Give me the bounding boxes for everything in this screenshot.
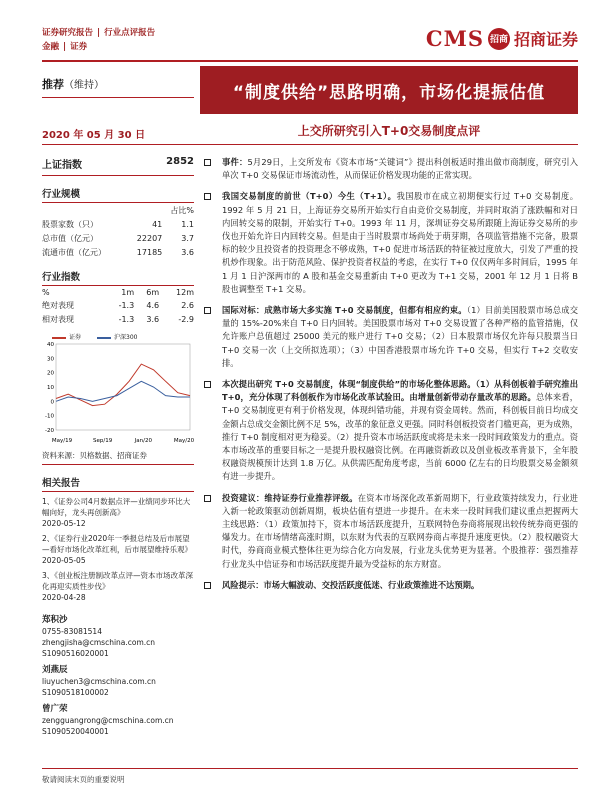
chart-frame (56, 344, 190, 430)
cell: 17185 (136, 247, 163, 257)
bullet-icon (204, 307, 211, 314)
related-text: 3、《创业板注册制改革点评—资本市场改革深化再迎实质性步伐》 (42, 571, 194, 591)
cell: 绝对表现 (42, 300, 74, 310)
footer-note: 敬请阅读末页的重要说明 (42, 775, 125, 784)
legend-label: 证券 (69, 334, 82, 341)
trend-title: 行业指数 (42, 269, 194, 286)
x-tick-label: May/19 (51, 438, 73, 444)
header-divider (42, 60, 578, 62)
y-tick-label: -20 (45, 428, 54, 434)
sidebar (42, 150, 194, 737)
report-type-block: 证券研究报告 | 行业点评报告 金融 | 证券 (42, 28, 156, 52)
rating-divider (42, 97, 194, 98)
para-text: 在资本市场深化改革新周期下，行业政策持续发力，行业进入新一轮政策驱动创新周期，板块估值有望进一步提升。在未来一段时间我们建议重点把握两大主线思路：（1）政策加持下，资本市场活跃度提升，互联网特色券商将展现出较传统券商更强的爆发力。在市场情绪高涨时期，以东财为代表的互联网券商占率提升速度更快。（2）股权融资大时代，券商商业模式整体往更为综合化方向发展，行业龙头优势更为显著。个股推荐：强烈推荐行业龙头中信证券和市场活跃度提升最为受益标的东方财富。 (222, 492, 578, 569)
cell: 6m (146, 287, 160, 297)
legend-item (52, 332, 81, 341)
cell: 12m (176, 287, 194, 297)
related-title: 相关报告 (42, 475, 194, 492)
analyst-email[interactable]: zengguangrong@cmschina.com.cn (42, 716, 174, 725)
sector-sub: 证券 (70, 42, 88, 52)
analyst (42, 665, 194, 698)
para-lead: 投资建议：维持证券行业推荐评级。 (222, 492, 358, 503)
related-date: 2020-05-12 (42, 519, 86, 528)
subtitle-divider (42, 144, 578, 145)
y-tick-label: 0 (50, 399, 54, 406)
related-date: 2020-05-05 (42, 556, 86, 565)
bullet-icon (204, 159, 211, 166)
cell: 4.6 (146, 300, 160, 310)
trend-table (42, 286, 194, 326)
index-value: 2852 (166, 156, 194, 167)
y-tick-label: 20 (47, 370, 54, 377)
report-title-banner: “制度供给”思路明确，市场化提振估值 (200, 66, 578, 114)
cell: 22207 (136, 233, 163, 243)
cell: 相对表现 (42, 314, 74, 324)
body-paragraph (202, 304, 578, 370)
para-lead: 本次提出研究 T+0 交易制度，体现“制度供给”的市场化整体思路。（1）从科创板着手研究推出 T+0，充分体现了科创板作为市场化改革试验田。由增量创新带动存量改革的思路。 (222, 379, 578, 403)
chart-svg (42, 330, 194, 448)
para-text: 5月29日，上交所发布《资本市场“关键词”》提出科创板适时推出做市商制度，研究引入单次 T+0 交易保证市场流动性，从而保证价格发现功能的正常实现。 (222, 157, 578, 181)
table-row (42, 312, 194, 326)
table-row (42, 231, 194, 245)
analyst (42, 704, 194, 737)
para-lead: 事件： (222, 157, 248, 167)
analyst-cert: S1090516020001 (42, 649, 109, 658)
cell: -1.3 (118, 300, 135, 310)
related-report-link[interactable] (42, 570, 194, 603)
legend-label: 沪深300 (114, 334, 138, 341)
cell: 1.1 (181, 219, 194, 229)
index-chart (42, 330, 194, 448)
related-reports (42, 475, 194, 603)
y-tick-label: 10 (47, 385, 54, 391)
index-row (42, 150, 194, 176)
analyst-cert: S1090520040001 (42, 727, 109, 736)
para-text: （1）目前美国股票市场总成交量的 15%-20%来自 T+0 日内回转。美国股票市场对 T+0 交易设置了各种严格的监管措施，仅允许账户总值超过 25000 美元的账户进行 T+0 交易；（2）日本股票市场仅允许每只股票当日 T+0 交易一次（上交所拟选项）；（3）中国香港股票市场允许 T+0 交易，但实行 T+2 交收安排。 (222, 305, 578, 368)
body-paragraph (202, 579, 578, 592)
x-tick-label: Sep/19 (93, 438, 113, 444)
related-text: 1、《证券公司4月数据点评—业绩同步环比大幅向好，龙头再创新高》 (42, 497, 191, 517)
report-type: 证券研究报告 (42, 28, 94, 38)
cell: 1m (121, 287, 135, 297)
analyst (42, 615, 194, 659)
body-paragraph (202, 190, 578, 296)
logo-text: CMS (425, 26, 484, 51)
y-tick-label: 40 (47, 342, 54, 348)
para-lead: 我国交易制度的前世（T+0）今生（T+1）。 (222, 191, 397, 202)
analyst-name: 郑积沙 (42, 615, 68, 625)
cell: 3.7 (181, 233, 194, 243)
para-lead: 国际对标：成熟市场大多实施 T+0 交易制度，但都有相应约束。 (222, 305, 467, 316)
related-text: 2、《证券行业2020年一季报总结及后市展望—看好市场化改革红利，后市展望维持乐观》 (42, 534, 192, 554)
report-subtype: 行业点评报告 (104, 28, 156, 38)
sector: 金融 (42, 42, 60, 52)
cell: 3.6 (146, 314, 160, 324)
logo-cn: 招商证券 (513, 30, 578, 49)
rating-sub: （维持） (64, 80, 104, 91)
scale-table (42, 203, 194, 259)
logo-seal-icon: 招商 (488, 28, 510, 50)
x-tick-label: May/20 (173, 438, 194, 444)
analyst-cert: S1090518100002 (42, 688, 109, 697)
rating-label: 推荐 (42, 78, 64, 91)
company-logo (426, 26, 578, 51)
analyst-email[interactable]: liuyuchen3@cmschina.com.cn (42, 677, 156, 686)
chart-source: 资料来源：贝格数据、招商证券 (42, 450, 194, 465)
report-subtitle: 上交所研究引入T+0交易制度点评 (297, 124, 481, 138)
table-row (42, 217, 194, 231)
report-body (202, 156, 578, 600)
cell: 3.6 (181, 247, 194, 257)
body-paragraph (202, 492, 578, 571)
analyst-name: 曾广荣 (42, 704, 68, 714)
legend-item (97, 332, 137, 341)
cell: 2.6 (181, 300, 194, 310)
bullet-icon (204, 193, 211, 200)
cell: 41 (152, 219, 163, 229)
cell: 股票家数（只） (42, 219, 98, 229)
para-text: 总体来看，T+0 交易制度更有利于价格发现，体现纠错功能，并现有资金周转。然而，科创板目前日均成交金额占总成交金额比例不足 5%，改革的象征意义更强。同时科创板投资者门槛更高，更为成熟，推行 T+0 制度相对更为稳妥。（2）提升资本市场活跃度或将是未来一段时间政策发力的重点。资本市场改革的重要目标之一是提升股权融资比例。在再融资新政以及创业板改革背景下，全年股权融资规模预计达到 1.8 万亿。从供需匹配角度考虑，当前 6000 亿左右的日均股票交易金额须有进一步提升。 (222, 392, 578, 482)
series-line (56, 364, 190, 406)
bullet-icon (204, 381, 211, 388)
body-paragraph (202, 378, 578, 484)
cell: % (42, 287, 50, 297)
y-tick-label: -10 (45, 413, 54, 420)
related-date: 2020-04-28 (42, 593, 86, 602)
series-line (56, 381, 190, 401)
rating (42, 76, 104, 92)
para-lead: 风险提示：市场大幅波动、交投活跃度低迷、行业政策推进不达预期。 (222, 579, 480, 590)
related-report-link[interactable] (42, 496, 194, 529)
footer-divider (42, 768, 578, 769)
scale-title: 行业规模 (42, 186, 194, 203)
x-tick-label: Jan/20 (134, 438, 153, 444)
cell: -1.3 (118, 314, 135, 324)
cell: 流通市值（亿元） (42, 247, 106, 257)
chart-legend (52, 332, 137, 341)
bullet-icon (204, 495, 211, 502)
body-paragraph (202, 156, 578, 182)
para-text: 我国股市在成立初期便实行过 T+0 交易制度。1992 年 5 月 21 日，上海证券交易所开始实行自由竞价交易制度，并同时取消了涨跌幅和对日内回转交易的限制，开始实行 T+0。1993 年 11 月，深圳证券交易所跟随上海证券交易所的步伐也开始允许日内回转交易。但是由于当时股票市场尚处于萌芽期，各项监管措施不完备，股票标的较少且投资者的投资理念不够成熟，T+0 促进市场活跃的特征被过度放大，引发了严重的投机炒作现象。出于防范风险、保护投资者权益的考虑，在实行 T+0 仅仅两年多时间后，1995 年 1 月 1 日沪深两市的 A 股和基金交易重新由 T+0 更改为 T+1 交易，2001 年 12 月 1 日将 B 股也调整至 T+1 交易。 (222, 191, 579, 294)
cell: 总市值（亿元） (42, 233, 98, 243)
table-row (42, 245, 194, 259)
report-date: 2020 年 05 月 30 日 (42, 130, 146, 141)
index-name: 上证指数 (42, 160, 82, 171)
analyst-phone: 0755-83081514 (42, 627, 102, 636)
analyst-name: 刘燕辰 (42, 665, 68, 675)
cell: -2.9 (178, 314, 194, 324)
table-row (42, 298, 194, 312)
bullet-icon (204, 582, 211, 589)
analyst-email[interactable]: zhengjisha@cmschina.com.cn (42, 638, 156, 647)
y-tick-label: 30 (47, 356, 54, 363)
scale-header: 占比% (170, 205, 194, 215)
related-report-link[interactable] (42, 533, 194, 566)
